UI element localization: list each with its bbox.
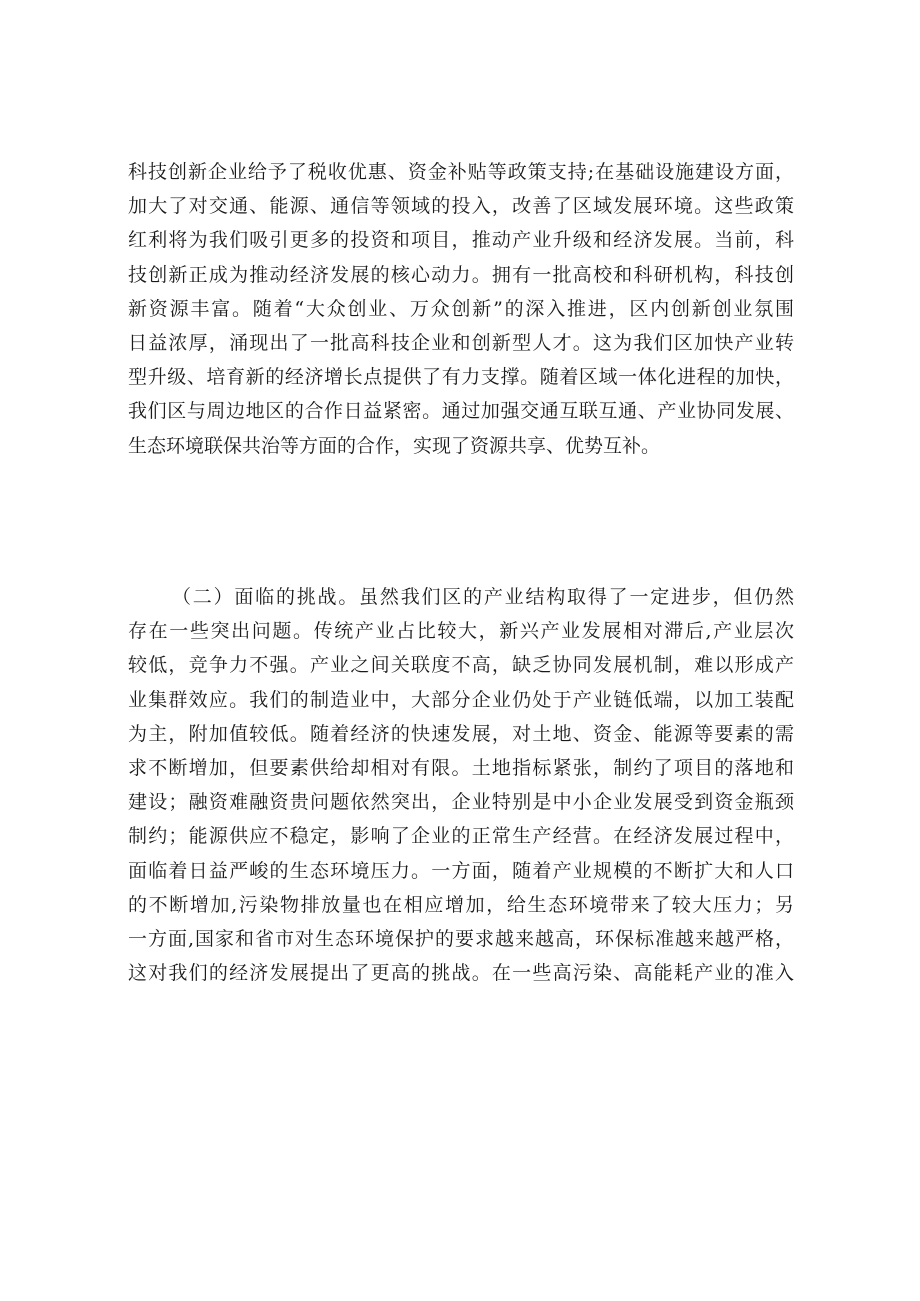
section-heading-line: （二）面临的挑战。虽然我们区的产业结构取得了一定进步，但仍然 bbox=[172, 586, 794, 608]
text-line: 为主，附加值较低。随着经济的快速发展，对土地、资金、能源等要素的需 bbox=[128, 722, 794, 745]
text-line: 求不断增加，但要素供给却相对有限。土地指标紧张，制约了项目的落地和 bbox=[128, 756, 794, 779]
text-line: 这对我们的经济发展提出了更高的挑战。在一些高污染、高能耗产业的准入 bbox=[128, 962, 794, 985]
text-line: 型升级、培育新的经济增长点提供了有力支撑。随着区域一体化进程的加快， bbox=[128, 366, 794, 389]
text-line: 业集群效应。我们的制造业中，大部分企业仍处于产业链低端，以加工装配 bbox=[128, 688, 794, 711]
text-line: 加大了对交通、能源、通信等领域的投入，改善了区域发展环境。这些政策 bbox=[128, 195, 794, 218]
paragraph-challenges bbox=[128, 580, 794, 990]
text-line: 我们区与周边地区的合作日益紧密。通过加强交通互联互通、产业协同发展、 bbox=[128, 400, 794, 423]
text-line: 科技创新企业给予了税收优惠、资金补贴等政策支持;在基础设施建设方面， bbox=[128, 161, 794, 183]
text-line: 制约；能源供应不稳定，影响了企业的正常生产经营。在经济发展过程中， bbox=[128, 825, 794, 848]
text-line: 新资源丰富。随着“大众创业、万众创新”的深入推进，区内创新创业氛围 bbox=[128, 297, 794, 320]
text-line: 的不断增加,污染物排放量也在相应增加，给生态环境带来了较大压力；另 bbox=[128, 893, 794, 916]
text-line: 建设；融资难融资贵问题依然突出，企业特别是中小企业发展受到资金瓶颈 bbox=[128, 791, 794, 814]
text-line: 生态环境联保共治等方面的合作，实现了资源共享、优势互补。 bbox=[128, 434, 661, 457]
text-line: 一方面,国家和省市对生态环境保护的要求越来越高，环保标准越来越严格， bbox=[128, 927, 794, 950]
text-line: 面临着日益严峻的生态环境压力。一方面，随着产业规模的不断扩大和人口 bbox=[128, 859, 794, 882]
text-line: 存在一些突出问题。传统产业占比较大，新兴产业发展相对滞后,产业层次 bbox=[128, 620, 794, 643]
text-line: 日益浓厚，涌现出了一批高科技企业和创新型人才。这为我们区加快产业转 bbox=[128, 331, 794, 354]
text-line: 技创新正成为推动经济发展的核心动力。拥有一批高校和科研机构，科技创 bbox=[128, 263, 794, 286]
paragraph-policy-advantages bbox=[128, 155, 794, 463]
text-line: 红利将为我们吸引更多的投资和项目，推动产业升级和经济发展。当前，科 bbox=[128, 229, 794, 252]
text-line: 较低，竞争力不强。产业之间关联度不高，缺乏协同发展机制，难以形成产 bbox=[128, 654, 794, 677]
